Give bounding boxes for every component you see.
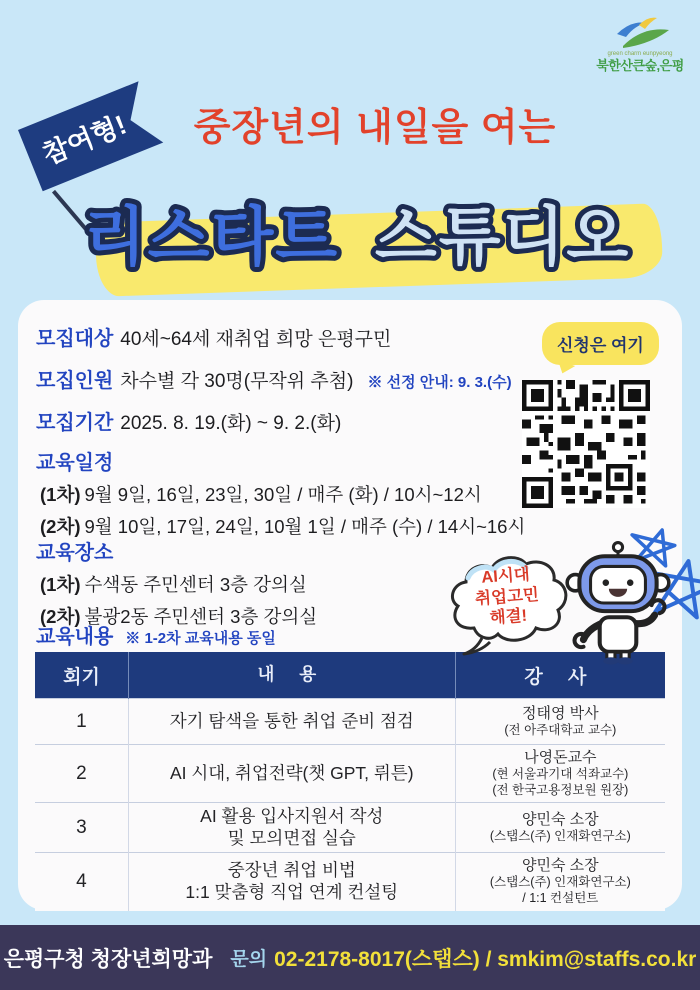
logo-tagline: green charm eunpyeong: [607, 51, 673, 57]
schedule-label: 교육일정: [36, 452, 114, 474]
table-row: [35, 745, 665, 803]
poster-title-block: [0, 163, 700, 298]
poster-title: [0, 163, 700, 298]
session-instructor: 양민숙 소장 (스탭스(주) 인재화연구소) / 1:1 컨설턴트: [455, 853, 665, 911]
brand-logo: [584, 10, 696, 72]
location-section: [36, 536, 317, 629]
schedule-line-1: [36, 481, 525, 507]
info-card: [18, 300, 682, 910]
location-line-2-prefix: (2차): [40, 606, 81, 627]
mountain-logo-icon: [607, 10, 673, 50]
location-line-1-prefix: (1차): [40, 574, 81, 595]
apply-here-bubble: 신청은 여기: [542, 322, 659, 365]
col-header-instructor: 강 사: [455, 652, 665, 699]
svg-text:리스타트 스튜디오: [84, 201, 630, 273]
recruit-period-label: 모집기간: [36, 412, 114, 434]
session-instructor: 정태영 박사 (전 아주대학교 교수): [455, 699, 665, 745]
location-label: 교육장소: [36, 542, 114, 564]
location-line-1-text: 수색동 주민센터 3층 강의실: [84, 574, 307, 595]
schedule-line-1-text: 9월 9일, 16일, 23일, 30일 / 매주 (화) / 10시~12시: [84, 484, 482, 505]
session-content: 자기 탐색을 통한 취업 준비 점검: [128, 699, 455, 745]
robot-mascot-icon: [563, 540, 673, 664]
table-row: [35, 803, 665, 853]
table-row: [35, 853, 665, 911]
session-instructor: 양민숙 소장 (스탭스(주) 인재화연구소): [455, 803, 665, 853]
selection-note: ※ 선정 안내: 9. 3.(수): [367, 374, 512, 391]
session-number: 4: [35, 853, 128, 911]
table-row: [35, 699, 665, 745]
curriculum-note: ※ 1-2차 교육내용 동일: [125, 630, 276, 647]
poster-subtitle: 중장년의 내일을 여는: [193, 107, 557, 149]
qr-code[interactable]: [522, 380, 650, 508]
recruit-period-line: [36, 406, 341, 435]
session-number: 3: [35, 803, 128, 853]
footer-contact-label: 문의: [230, 949, 268, 970]
schedule-section: [36, 446, 525, 539]
session-instructor: 나영돈교수 (현 서울과기대 석좌교수) (전 한국고용정보원 원장): [455, 745, 665, 803]
location-line-2-text: 불광2동 주민센터 3층 강의실: [84, 606, 318, 627]
session-number: 2: [35, 745, 128, 803]
footer-contact-info: 02-2178-8017(스탭스) / smkim@staffs.co.kr: [274, 947, 697, 971]
recruit-capacity-text: 차수별 각 30명(무작위 추첨): [120, 371, 354, 392]
session-content: AI 활용 입사지원서 작성 및 모의면접 실습: [128, 803, 455, 853]
recruit-target-label: 모집대상: [36, 328, 114, 350]
recruit-capacity-label: 모집인원: [36, 370, 114, 392]
recruit-target-text: 40세~64세 재취업 희망 은평구민: [120, 329, 392, 350]
curriculum-section-header: [36, 620, 276, 649]
flag-label: 참여형!: [38, 109, 131, 171]
footer-bar: [0, 925, 700, 990]
schedule-line-2-text: 9월 10일, 17일, 24일, 10월 1일 / 매주 (수) / 14시~16시: [84, 516, 526, 537]
curriculum-table: [35, 652, 665, 911]
logo-brand-text: 북한산큰숲,은평: [596, 58, 684, 73]
session-content: AI 시대, 취업전략(챗 GPT, 뤼튼): [128, 745, 455, 803]
footer-department: 은평구청 청장년희망과: [3, 947, 213, 971]
recruit-period-text: 2025. 8. 19.(화) ~ 9. 2.(화): [120, 413, 342, 434]
session-number: 1: [35, 699, 128, 745]
robot-speech-cloud: [442, 550, 572, 654]
robot-speech-text: AI시대 취업고민 해결!: [474, 565, 540, 628]
session-content: 중장년 취업 비법 1:1 맞춤형 직업 연계 컨설팅: [128, 853, 455, 911]
title-part-2: 스튜디오: [374, 201, 631, 273]
recruit-target-line: [36, 322, 391, 351]
recruit-capacity-line: [36, 364, 512, 393]
col-header-session: 회기: [35, 652, 128, 699]
schedule-line-2-prefix: (2차): [40, 516, 81, 537]
curriculum-label: 교육내용: [36, 626, 114, 648]
col-header-content: 내 용: [128, 652, 455, 699]
title-part-1: 리스타트: [83, 201, 340, 273]
location-line-1: [36, 571, 317, 597]
schedule-line-1-prefix: (1차): [40, 484, 81, 505]
